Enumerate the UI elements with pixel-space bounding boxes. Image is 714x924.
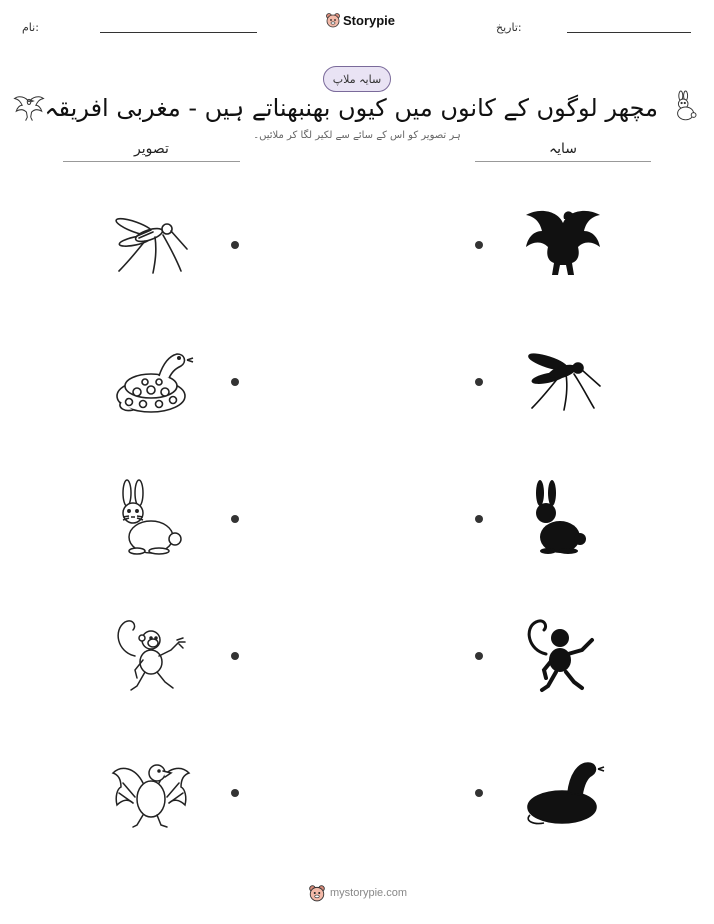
activity-badge: سایہ ملاپ [323, 66, 391, 92]
picture-connect-dot[interactable] [231, 378, 239, 386]
pictures-column-header: تصویر [134, 141, 169, 157]
picture-monkey [107, 616, 197, 696]
name-label: نام: [22, 21, 39, 34]
date-label: تاریخ: [496, 21, 522, 34]
shadow-connect-dot[interactable] [475, 652, 483, 660]
monkey-icon [107, 616, 197, 696]
rabbit-shadow-icon [518, 479, 608, 559]
shadow-connect-dot[interactable] [475, 378, 483, 386]
worksheet-instructions: ہر تصویر کو اس کے سائے سے لکیر لگا کر ملائیں۔ [253, 130, 461, 141]
eagle-decoration-icon [12, 90, 46, 124]
mosquito-shadow-icon [518, 342, 608, 422]
picture-snake [107, 342, 197, 422]
picture-eagle [107, 753, 197, 833]
picture-rabbit [107, 479, 197, 559]
eagle-icon [107, 753, 197, 833]
picture-connect-dot[interactable] [231, 515, 239, 523]
shadow-connect-dot[interactable] [475, 241, 483, 249]
picture-mosquito [107, 205, 197, 285]
shadow-connect-dot[interactable] [475, 515, 483, 523]
picture-connect-dot[interactable] [231, 652, 239, 660]
shadow-monkey [518, 616, 608, 696]
brand-logo [325, 12, 395, 28]
eagle-shadow-icon [518, 205, 608, 285]
shadows-header-divider [475, 161, 651, 162]
shadow-eagle [518, 205, 608, 285]
mosquito-icon [107, 205, 197, 285]
monkey-shadow-icon [518, 616, 608, 696]
brand-name: Storypie [343, 12, 396, 28]
footer-url[interactable]: mystorypie.com [330, 887, 408, 899]
footer-brand [308, 884, 407, 902]
pictures-header-divider [63, 161, 240, 162]
worksheet-title: مچھر لوگوں کے کانوں میں کیوں بھنبھناتے ہیں - مغربی افریقہ [44, 94, 658, 122]
rabbit-icon [107, 479, 197, 559]
snake-shadow-icon [518, 753, 608, 833]
name-input-line[interactable] [100, 32, 257, 33]
shadow-rabbit [518, 479, 608, 559]
shadow-mosquito [518, 342, 608, 422]
storypie-mascot-icon [308, 884, 326, 902]
snake-icon [107, 342, 197, 422]
rabbit-decoration-icon [668, 90, 700, 124]
shadow-snake [518, 753, 608, 833]
shadows-column-header: سایہ [548, 141, 578, 157]
date-input-line[interactable] [567, 32, 691, 33]
storypie-mascot-icon [325, 12, 341, 28]
picture-connect-dot[interactable] [231, 789, 239, 797]
picture-connect-dot[interactable] [231, 241, 239, 249]
shadow-connect-dot[interactable] [475, 789, 483, 797]
